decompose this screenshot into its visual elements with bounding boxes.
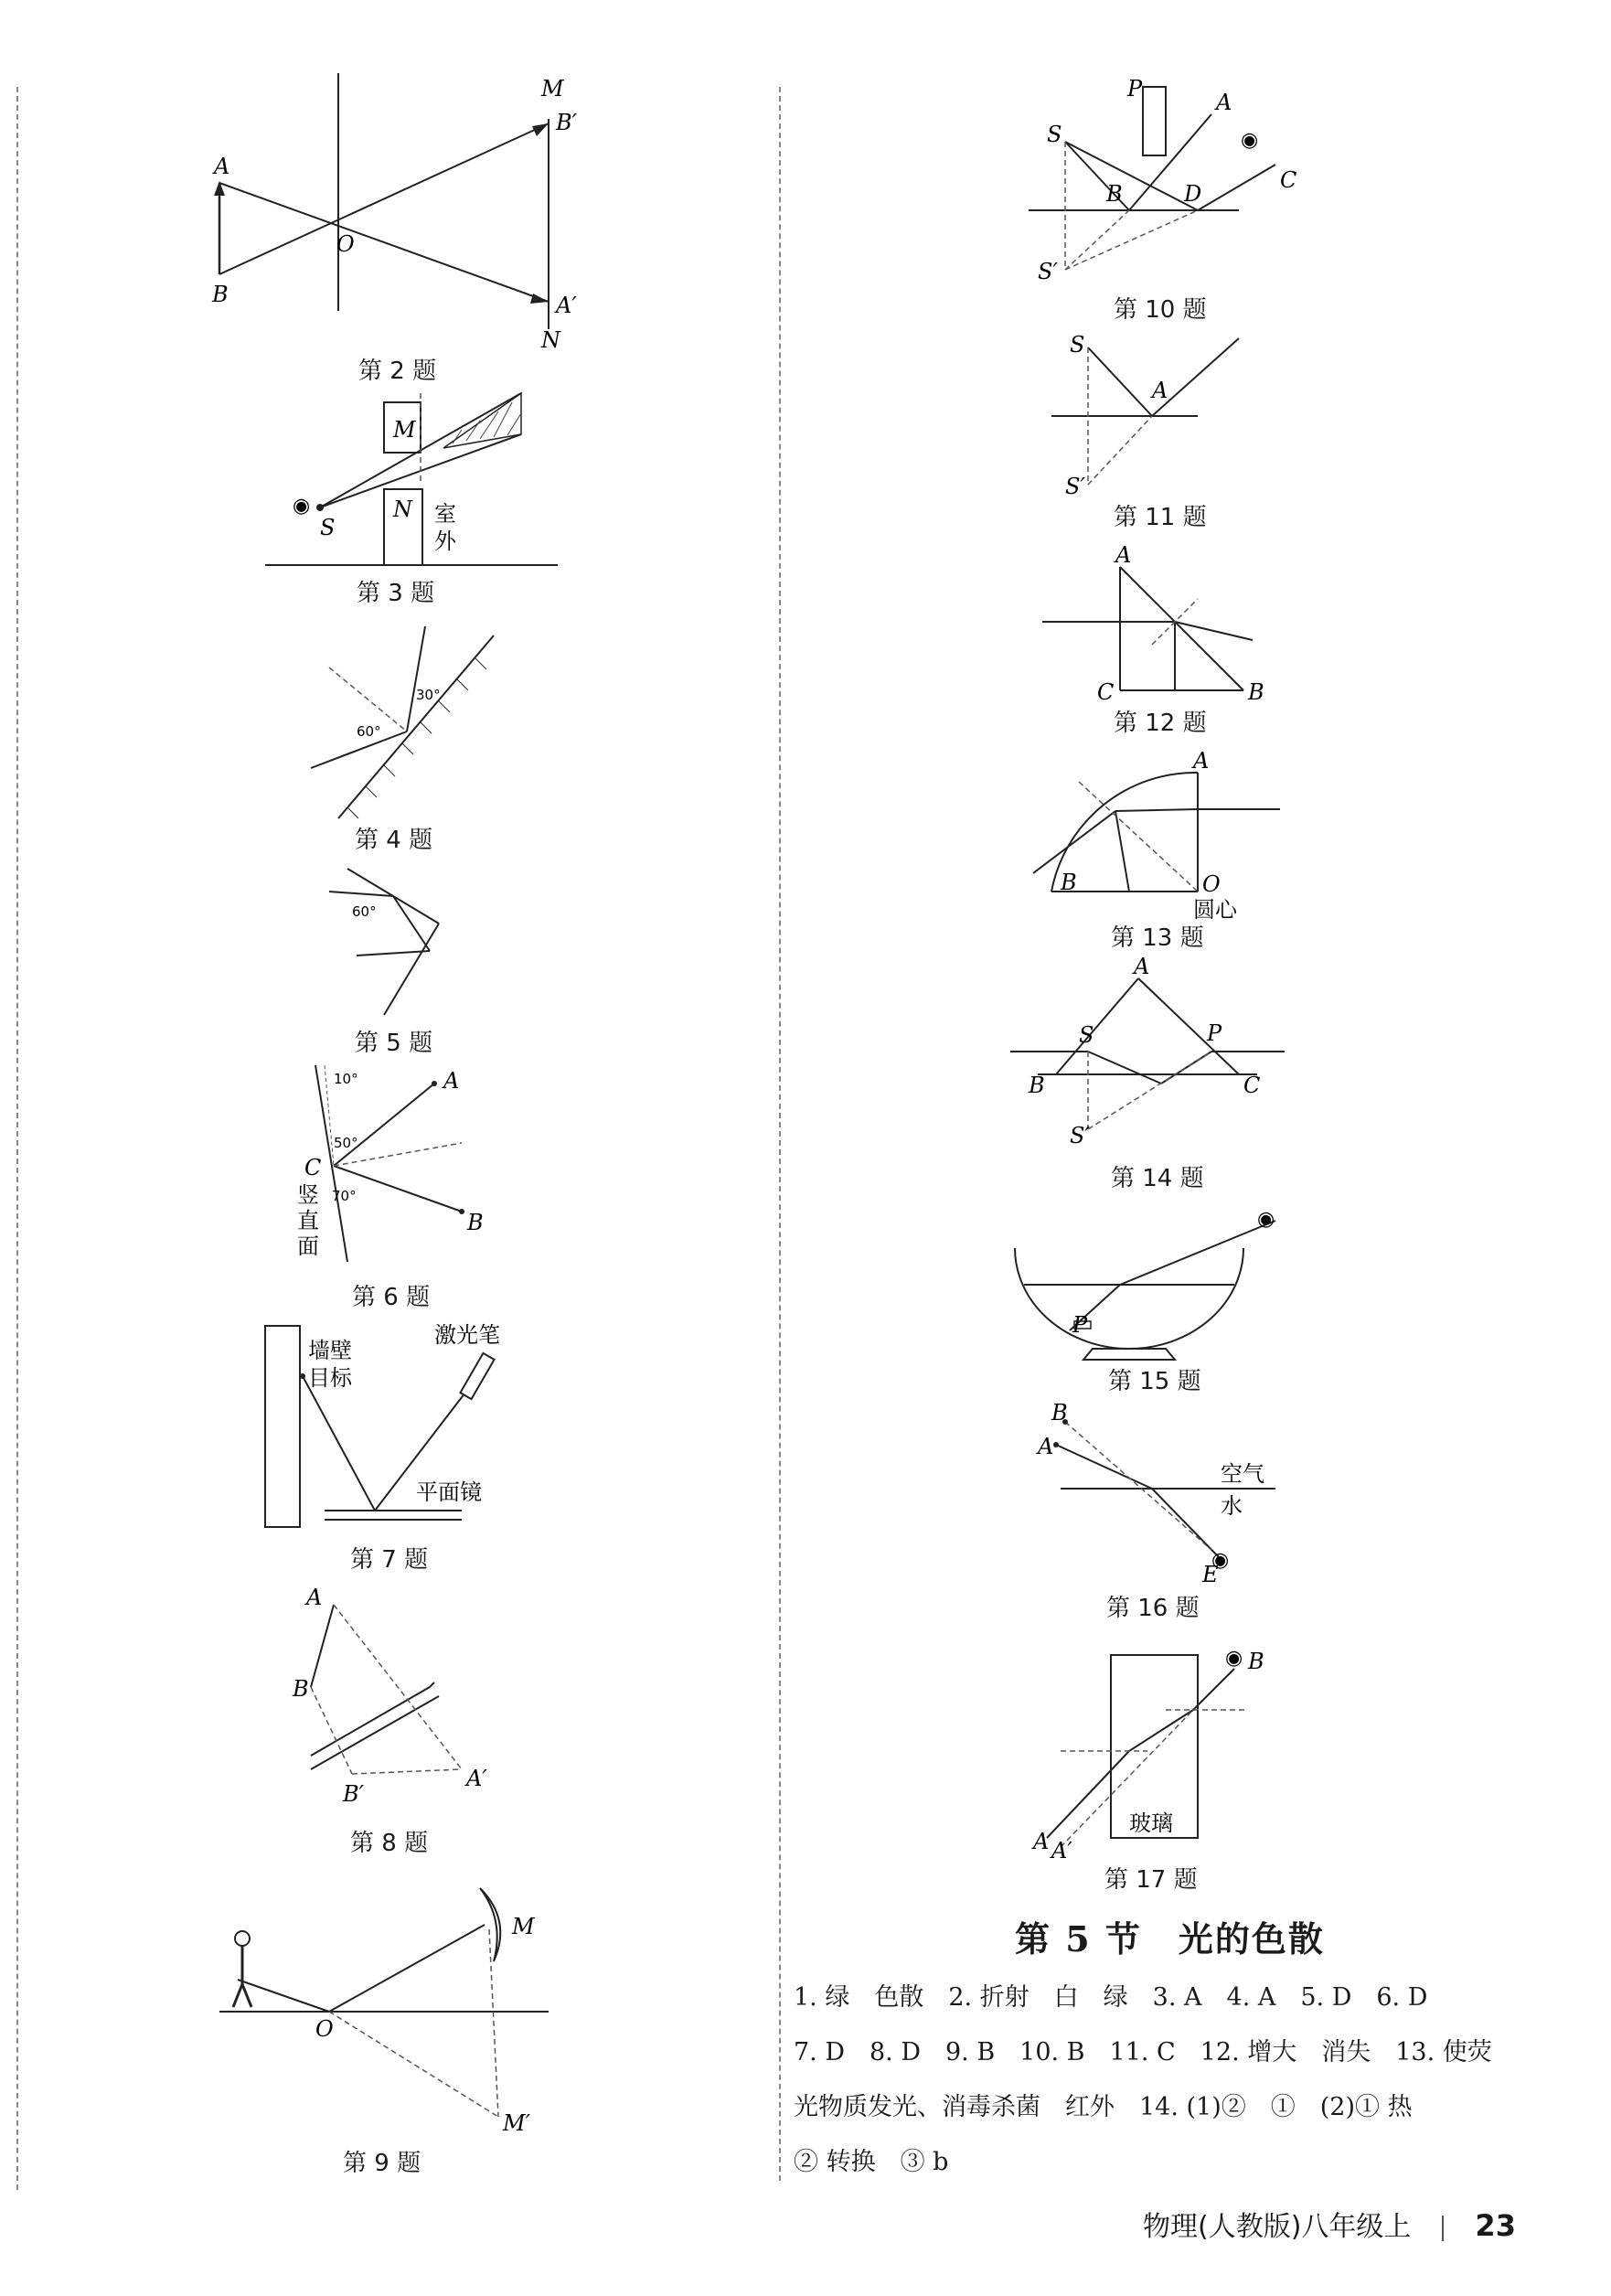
- q3-label-outdoor1: 室: [434, 501, 456, 527]
- q16-label-b: B: [1051, 1400, 1068, 1426]
- q10-label-p: P: [1127, 76, 1143, 101]
- q9-label-m: M: [512, 1914, 535, 1939]
- q10-label-d: D: [1184, 181, 1202, 207]
- q2-label-o: O: [336, 231, 355, 257]
- caption-q7: 第 7 题: [350, 1546, 429, 1574]
- q8-diagram: [293, 1586, 503, 1806]
- q7-label-laser: 激光笔: [434, 1322, 500, 1348]
- caption-q10: 第 10 题: [1114, 296, 1207, 324]
- q14-label-p: P: [1207, 1020, 1222, 1046]
- footer-subject: 物理(人教版)八年级上: [1143, 2211, 1412, 2243]
- q6-label-mirror3: 面: [297, 1233, 319, 1259]
- q3-label-outdoor2: 外: [434, 529, 456, 554]
- caption-q15: 第 15 题: [1108, 1368, 1201, 1395]
- q12-label-a: A: [1115, 542, 1132, 568]
- q8-label-a: A: [306, 1585, 323, 1610]
- q12-label-c: C: [1097, 679, 1115, 705]
- q14-label-c: C: [1243, 1073, 1261, 1098]
- q10-label-a: A: [1216, 90, 1232, 115]
- page-footer: [1143, 2204, 1516, 2244]
- page-number: 23: [1475, 2208, 1516, 2243]
- caption-q11: 第 11 题: [1114, 504, 1207, 531]
- q6-label-10: 10°: [334, 1071, 358, 1087]
- q4-label-60: 60°: [357, 723, 381, 740]
- q16-label-a: A: [1038, 1434, 1054, 1459]
- caption-q4: 第 4 题: [355, 827, 433, 854]
- q16-diagram: [1029, 1400, 1285, 1587]
- figure-q9: [219, 1870, 567, 2148]
- q17-diagram: [1029, 1637, 1266, 1863]
- q11-label-s: S: [1070, 332, 1085, 358]
- q6-label-50: 50°: [334, 1135, 358, 1151]
- column-divider: [779, 87, 781, 2181]
- q2-label-a: A: [214, 154, 230, 179]
- q16-label-water: 水: [1221, 1493, 1243, 1519]
- q17-label-b: B: [1248, 1649, 1264, 1674]
- q11-diagram: [1051, 332, 1253, 499]
- figure-q11: [1051, 334, 1253, 497]
- caption-q3: 第 3 题: [357, 580, 435, 607]
- caption-q16: 第 16 题: [1106, 1595, 1200, 1622]
- caption-q2: 第 2 题: [358, 358, 437, 385]
- left-margin-line: [16, 87, 18, 2190]
- q16-label-e: E: [1202, 1562, 1219, 1587]
- figure-q5: [320, 860, 457, 1028]
- q15-label-p: P: [1072, 1312, 1088, 1338]
- q14-label-s: S: [1079, 1022, 1094, 1048]
- figure-q10: [1029, 78, 1303, 292]
- q12-diagram: [1042, 544, 1280, 709]
- q13-label-o: O: [1202, 871, 1221, 897]
- q2-label-a1: A′: [556, 293, 577, 318]
- q10-label-s1: S′: [1038, 259, 1058, 284]
- caption-q6: 第 6 题: [352, 1284, 431, 1311]
- q6-diagram: [288, 1065, 507, 1266]
- q10-eye-icon: ◉: [1241, 129, 1259, 152]
- q11-label-a: A: [1152, 378, 1168, 403]
- q3-label-m: M: [393, 417, 416, 443]
- q8-label-b1: B′: [343, 1781, 365, 1807]
- answer-line-3: 光物质发光、消毒杀菌 红外 14. (1)② ① (2)① 热: [794, 2093, 1413, 2121]
- q8-label-a1: A′: [466, 1766, 487, 1791]
- q17-eye-icon: ◉: [1225, 1647, 1243, 1670]
- figure-q13: [1024, 745, 1298, 932]
- q12-label-b: B: [1248, 679, 1264, 705]
- q3-label-n: N: [393, 497, 412, 522]
- q9-label-o: O: [315, 2016, 334, 2042]
- q2-label-m: M: [541, 76, 564, 101]
- q7-label-mirror: 平面镜: [416, 1479, 482, 1505]
- caption-q8: 第 8 题: [350, 1830, 429, 1857]
- q13-label-center: 圆心: [1193, 897, 1237, 923]
- q6-label-a: A: [443, 1068, 460, 1094]
- q2-label-n: N: [541, 327, 560, 353]
- figure-q17: [1029, 1637, 1266, 1863]
- q2-diagram: [201, 73, 613, 357]
- q10-diagram: [1029, 78, 1303, 288]
- q7-diagram: [261, 1317, 535, 1536]
- q17-label-a: A: [1033, 1829, 1050, 1854]
- figure-q6: [288, 1065, 507, 1270]
- section-title: 第 5 节 光的色散: [1015, 1918, 1325, 1960]
- q10-label-s: S: [1047, 122, 1062, 147]
- q5-diagram: [320, 860, 457, 1024]
- q3-diagram: [265, 393, 567, 576]
- q9-diagram: [219, 1870, 567, 2144]
- q10-label-b: B: [1106, 181, 1123, 207]
- answers-block: [794, 1970, 1562, 2190]
- figure-q3: [265, 393, 567, 580]
- q13-label-a: A: [1193, 748, 1210, 774]
- figure-q8: [293, 1586, 503, 1810]
- figure-q2: [201, 73, 613, 360]
- q2-label-b: B: [212, 282, 229, 307]
- q14-label-a: A: [1134, 954, 1150, 979]
- caption-q9: 第 9 题: [343, 2150, 421, 2177]
- q16-eye-icon: ◉: [1211, 1549, 1230, 1572]
- q6-label-mirror1: 竖: [297, 1182, 319, 1208]
- q6-label-70: 70°: [332, 1188, 357, 1204]
- caption-q12: 第 12 题: [1114, 710, 1207, 737]
- q14-diagram: [1010, 954, 1303, 1152]
- answer-line-1: 1. 绿 色散 2. 折射 白 绿 3. A 4. A 5. D 6. D: [794, 1983, 1428, 2012]
- q15-diagram: [1010, 1202, 1285, 1367]
- q2-label-b1: B′: [556, 110, 578, 135]
- q15-eye-icon: ◉: [1257, 1208, 1275, 1231]
- q7-label-wall1: 墙壁: [308, 1338, 352, 1363]
- q10-label-c: C: [1280, 167, 1297, 193]
- q6-label-mirror2: 直: [297, 1208, 319, 1233]
- q8-label-b: B: [293, 1676, 309, 1702]
- caption-q5: 第 5 题: [355, 1030, 433, 1057]
- answer-line-4: ② 转换 ③ b: [794, 2148, 949, 2176]
- q3-eye-icon: ◉: [293, 495, 311, 518]
- figure-q7: [261, 1317, 535, 1540]
- q6-label-b: B: [467, 1210, 484, 1235]
- q7-label-wall2: 目标: [308, 1365, 352, 1391]
- q9-label-m1: M′: [503, 2110, 531, 2136]
- q11-label-s1: S′: [1065, 474, 1085, 499]
- q4-diagram: [293, 626, 503, 818]
- q5-label-60: 60°: [352, 903, 377, 920]
- q14-label-b: B: [1029, 1073, 1045, 1098]
- q17-label-glass: 玻璃: [1129, 1810, 1173, 1836]
- caption-q13: 第 13 题: [1111, 924, 1204, 952]
- footer-separator: [1442, 2216, 1444, 2241]
- figure-q14: [1010, 954, 1303, 1156]
- q14-label-s1: S′: [1070, 1123, 1090, 1148]
- q13-label-b: B: [1061, 870, 1077, 895]
- caption-q17: 第 17 题: [1104, 1866, 1198, 1894]
- q4-label-30: 30°: [416, 687, 441, 703]
- answer-line-2: 7. D 8. D 9. B 10. B 11. C 12. 增大 消失 13. 使荧: [794, 2038, 1492, 2066]
- q13-diagram: [1024, 745, 1298, 928]
- figure-q12: [1042, 544, 1280, 712]
- figure-q4: [293, 626, 503, 822]
- caption-q14: 第 14 题: [1111, 1165, 1204, 1192]
- q6-label-c: C: [304, 1155, 322, 1180]
- figure-q15: [1010, 1202, 1285, 1371]
- q17-label-a1: A′: [1051, 1838, 1072, 1863]
- q16-label-air: 空气: [1221, 1461, 1264, 1487]
- figure-q16: [1029, 1400, 1285, 1590]
- q3-label-s: S: [320, 515, 336, 540]
